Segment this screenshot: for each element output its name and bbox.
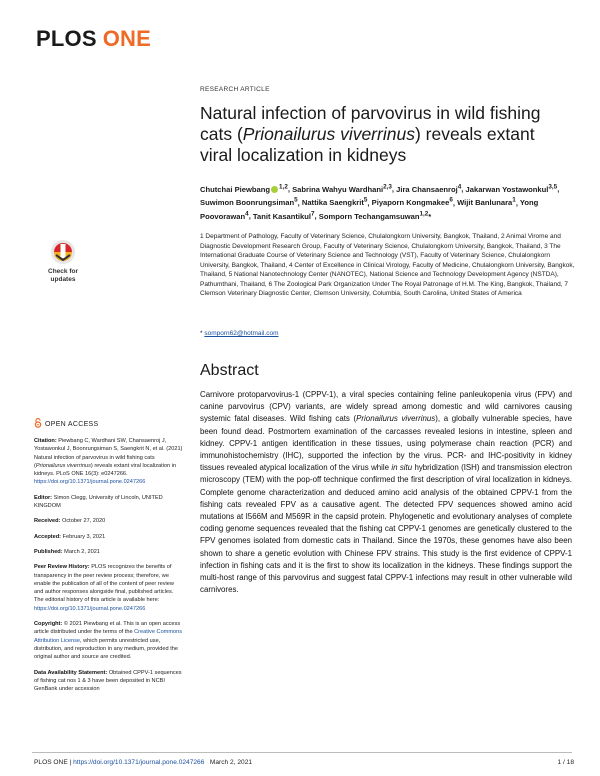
author-name-text: Somporn Techangamsuwan (318, 211, 420, 221)
peer-review-block (34, 563, 184, 613)
abstract-body (200, 389, 572, 596)
published-block (34, 548, 184, 556)
author-name (200, 185, 288, 194)
email-link[interactable]: somporn62@hotmail.com (204, 330, 279, 337)
article-title (200, 103, 560, 166)
footer-divider (32, 752, 572, 753)
affiliation-1: 1 Department of Pathology, Faculty of Veterinary Science, Chulalongkorn University, Bangkok, Thailand, (200, 233, 500, 240)
author-name-text: Chutchai Piewbang (200, 184, 271, 194)
author-name-text: Sabrina Wahyu Wardhani (292, 184, 384, 194)
abstract-text-3: hybridization (ISH) and transmission electron microscopy (TEM) with the pop-off technique confirmed the first description of viral localization in kidneys. Complete genome characterization and deduced amino acid analysis of the obtained CPPV-1 from the fishing cats revealed FPV as a causative agent. The detected FPV sequences showed amino acid mutations at I566M and M569R in the capsid protein. Phylogenetic and evolutionary analyses of complete coding genome sequences revealed that the fishing cat CPPV-1 genomes are genetically clustered to the FPV genomes isolated from domestic cats in Thailand. Since the 1970s, these genomes have also been shown to share a genetic evolution with Chinese FPV strains. This study is the first evidence of CPPV-1 infection in fishing cats and it is the first to show its localization in the kidneys. These findings support the multi-host range of this parvovirus and suggest fatal CPPV-1 infections may result in other vulnerable wild carnivores. (200, 463, 572, 595)
check-for-updates-line-1: Check for (48, 268, 78, 275)
editor-block (34, 494, 184, 511)
editor-text: Simon Clegg, University of Lincoln, UNITED KINGDOM (34, 494, 163, 510)
affiliation-4: 4 Center of Excellence in Clinical Virology, Faculty of Medicine, Chulalongkorn University, Bangkok, Thailand, (200, 261, 575, 278)
received-date: October 27, 2020 (62, 518, 106, 525)
page-number: 1 / 18 (557, 759, 574, 766)
check-for-updates-icon (34, 238, 92, 268)
citation-doi-link[interactable]: https://doi.org/10.1371/journal.pone.0247266 (34, 479, 146, 486)
author-affiliation-ref: 1,2 (419, 210, 429, 218)
affiliation-7: 7 Clemson Veterinary Diagnostic Center, Clemson University, Columbia, South Carolina, United States of America (200, 280, 568, 297)
peer-review-link[interactable]: https://doi.org/10.1371/journal.pone.0247266 (34, 605, 146, 612)
editor-label: Editor: (34, 494, 53, 501)
author-affiliation-ref: 3,5 (548, 183, 558, 190)
copyright-block (34, 620, 184, 661)
author-name (200, 198, 298, 207)
published-label: Published: (34, 548, 63, 555)
title-part-2: ) reveals extant viral localization in kidneys (200, 124, 535, 165)
abstract-heading: Abstract (200, 362, 259, 379)
affiliation-3: 3 The International Graduate Course of Veterinary Science and Technology (VST), Faculty of Veterinary Science, Chulalongkorn University, Bangkok, Thailand, (200, 242, 561, 269)
title-part-1: Natural infection of parvovirus in wild fishing cats ( (200, 103, 541, 144)
author-name (466, 185, 558, 194)
copyright-label: Copyright: (34, 621, 63, 628)
author-name-text: Wijit Banlunara (457, 198, 513, 208)
author-name-text: Piyaporn Kongmakee (371, 198, 450, 208)
author-name-text: Jakarwan Yostawonkul (465, 184, 549, 194)
data-availability-block (34, 669, 184, 694)
affiliation-list (200, 232, 575, 299)
author-affiliation-ref: 4 (245, 210, 249, 218)
citation-text-1: Piewbang C, Wardhani SW, Chansaenroj J, Yostawonkul J, Boonrungsiman S, Saengkrit N, et al. (2021) Natural infection of parvovirus in wild fishing cats ( (34, 438, 183, 469)
citation-text-2: ) reveals extant viral localization in kidneys. PLoS ONE 16(3): e0247266. (34, 462, 177, 478)
affiliation-5: 5 National Nanotechnology Center (NANOTEC), National Science and Technology Development Agency (NSTDA), Pathumthani, Thailand, (200, 271, 559, 288)
author-name-text: Suwimon Boonrungsiman (200, 198, 295, 208)
author-name-text: Yong Poovorawan (200, 198, 539, 221)
author-affiliation-ref: 2,3 (383, 183, 392, 190)
author-name (457, 198, 516, 207)
author-name (253, 212, 315, 221)
citation-label: Citation: (34, 438, 57, 444)
check-for-updates-label (34, 268, 92, 283)
author-name (372, 198, 453, 207)
footer-doi-link[interactable]: https://doi.org/10.1371/journal.pone.0247266 (73, 759, 205, 766)
citation-block (34, 437, 184, 487)
author-affiliation-ref: 5 (363, 196, 368, 204)
journal-logo[interactable] (36, 26, 151, 52)
page-footer (34, 759, 574, 766)
correspondence-marker: * (200, 330, 203, 337)
open-lock-icon (34, 418, 42, 428)
data-availability-label: Data Availability Statement: (34, 669, 108, 676)
article-metadata-sidebar (34, 437, 184, 700)
footer-journal: PLOS ONE (34, 759, 68, 766)
received-block (34, 517, 184, 525)
open-access-label (34, 418, 98, 428)
peer-review-label: Peer Review History: (34, 564, 90, 571)
author-affiliation-ref: 1 (512, 196, 516, 204)
author-name-text: Jira Chansaenroj (396, 184, 458, 194)
orcid-icon[interactable] (271, 186, 278, 193)
abstract-in-situ: in situ (391, 463, 413, 473)
author-affiliation-ref: 7 (311, 210, 315, 218)
copyright-text-2: , which permits unrestricted use, distribution, and reproduction in any medium, provided the original author and source are credited. (34, 637, 178, 661)
author-name (302, 198, 368, 207)
corresponding-author-marker: * (428, 211, 432, 221)
footer-date: March 2, 2021 (209, 759, 253, 766)
affiliation-2: 2 Animal Virome and Diagnostic Development Research Group, Faculty of Veterinary Science, Chulalongkorn University, Bangkok, Thailand, (200, 233, 561, 250)
abstract-text-1: Carnivore protoparvovirus-1 (CPPV-1), a viral species containing feline panleukopenia virus (FPV) and canine parvovirus (CPV) variants, are widely spread among domestic and wild carnivores causing systemic fatal diseases. Wild fishing cats ( (200, 390, 572, 424)
article-type-label: RESEARCH ARTICLE (200, 86, 270, 93)
abstract-text-2: ), a globally vulnerable species, have been found dead. Postmortem examination of the carcasses revealed lesions in intestine, spleen and kidney. CPPV-1 antigen identification in these tissues, using polymerase chain reaction (PCR) and immunohistochemistry (IHC), supported the infection by the virus. PCR- and IHC-positivity in kidney tissues revealed atypical localization of the virus while (200, 414, 572, 473)
published-date: March 2, 2021 (64, 548, 100, 555)
copyright-text-1: © 2021 Piewbang et al. This is an open access article distributed under the terms of the (34, 621, 181, 636)
accepted-date: February 3, 2021 (62, 533, 106, 540)
logo-one-text: ONE (102, 26, 151, 51)
check-for-updates-line-2: updates (50, 275, 76, 283)
citation-species: Prionailurus viverrinus (35, 462, 91, 469)
author-list: Chutchai Piewbang $^{1,2}$, Sabrina Wahyu Wardhani$^{2,3}$, Jira Chansaenroj$^4$, Jakarwan Yostawonkul$^{3,5}$, Suwimon Boonrungsiman$^5$, Nattika Saengkrit$^5$, Piyaporn Kongmakee$^6$, Wijit Banlunara$^1$, Yong Poovorawan$^4$, Tanit Kasantikul$^7$, Somporn Techangamsuwan$^{1,2}$* (200, 183, 560, 221)
data-availability-text: Obtained CPPV-1 sequences of fishing cat nos 1 & 3 have been deposited in NCBI GenBank under accession (34, 669, 182, 693)
peer-review-text: PLOS recognizes the benefits of transparency in the peer review process; therefore, we enable the publication of all of the content of peer review and author responses alongside final, published articles. The editorial history of this article is available here: (34, 564, 174, 604)
check-for-updates-badge[interactable] (34, 238, 92, 290)
received-label: Received: (34, 518, 61, 525)
title-species: Prionailurus viverrinus (242, 124, 415, 144)
author-name (292, 185, 392, 194)
accepted-block (34, 533, 184, 541)
author-name (319, 212, 431, 221)
author-affiliation-ref: 5 (294, 196, 298, 204)
affiliation-6: 6 The Zoological Park Organization Under The Royal Patronage of H.M. The King, Bangkok, Thailand, (268, 280, 563, 288)
logo-plos-text: PLOS (36, 26, 97, 51)
author-name-text: Tanit Kasantikul (252, 211, 312, 221)
author-name-text: Nattika Saengkrit (301, 198, 364, 208)
footer-separator: | (69, 759, 72, 766)
accepted-label: Accepted: (34, 533, 62, 540)
open-access-text: OPEN ACCESS (45, 421, 99, 428)
author-affiliation-ref: 1,2 (279, 183, 288, 190)
correspondence (200, 330, 279, 337)
license-link[interactable]: Creative Commons Attribution License (34, 629, 183, 644)
author-affiliation-ref: 4 (457, 183, 462, 190)
author-name (396, 185, 461, 194)
abstract-species: Prionailurus viverrinus (356, 414, 436, 424)
author-affiliation-ref: 6 (449, 196, 453, 204)
